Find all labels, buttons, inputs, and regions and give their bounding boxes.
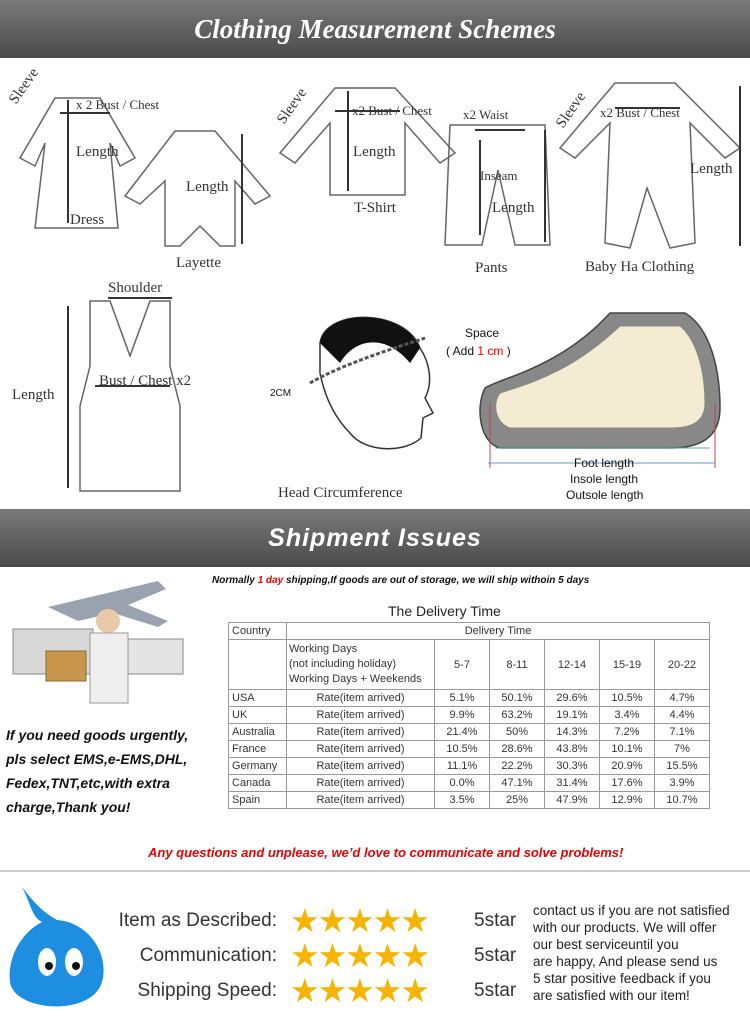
table-row [229,707,710,724]
feedback-line: are happy, And please send us [533,954,718,969]
urgent-line: Fedex,TNT,etc,with extra [6,775,170,791]
foot-add-suffix: ) [506,344,511,358]
country-cell: Canada [229,775,287,792]
shipping-note-suffix: shipping,If goods are out of storage, we will ship withoin 5 days [285,575,590,586]
rate-value-cell: 11.1% [435,758,490,775]
rate-label-cell: Rate(item arrived) [287,724,435,741]
measurement-section [0,58,750,509]
rate-value-cell: 21.4% [435,724,490,741]
foot-add-value: 1 cm [477,344,504,358]
dress-length-label: Length [76,144,119,160]
rate-value-cell: 30.3% [545,758,600,775]
vest-shoulder-label: Shoulder [108,280,163,296]
shipment-banner: Shipment Issues [0,509,750,567]
rate-value-cell: 20.9% [600,758,655,775]
tshirt-sleeve-label: Sleeve [274,85,311,128]
delivery-table-body [229,690,710,809]
tshirt-bust-label: x2 Bust / Chest [352,103,432,118]
rate-value-cell: 19.1% [545,707,600,724]
contact-us-note: Any questions and unplease, we’d love to communicate and solve problems! [148,845,624,860]
vest-illustration [60,296,200,496]
measurement-banner: Clothing Measurement Schemes [0,0,750,58]
rate-value-cell: 7.2% [600,724,655,741]
rate-value-cell: 14.3% [545,724,600,741]
table-row [229,792,710,809]
rate-value-cell: 3.9% [655,775,710,792]
rate-value-cell: 63.2% [490,707,545,724]
mascot-icon [2,882,110,1017]
rate-label-cell: Rate(item arrived) [287,741,435,758]
rate-value-cell: 3.5% [435,792,490,809]
rate-value-cell: 31.4% [545,775,600,792]
dress-sleeve-label: Sleeve [6,65,43,108]
rating-label: Item as Described: [118,910,277,931]
feedback-line: contact us if you are not satisfied [533,903,730,918]
layette-name: Layette [176,255,221,271]
feedback-line: are satisfied with our item! [533,988,690,1003]
head-cm-label: 2CM [270,388,292,399]
layette-length-label: Length [186,179,229,195]
working-days-cell [287,640,435,690]
rating-section [0,870,750,1020]
rate-label-cell: Rate(item arrived) [287,775,435,792]
country-cell: Germany [229,758,287,775]
outsole-length-label: Outsole length [566,488,644,502]
rate-value-cell: 5.1% [435,690,490,707]
rate-value-cell: 10.5% [435,741,490,758]
pants-inseam-label: Inseam [480,168,518,183]
rate-value-cell: 4.4% [655,707,710,724]
rate-value-cell: 7.1% [655,724,710,741]
rate-value-cell: 9.9% [435,707,490,724]
insole-length-label: Insole length [570,472,639,486]
working-days-line: (not including holiday) [289,658,397,670]
range-cell: 12-14 [545,640,600,690]
feedback-note [533,902,745,1004]
table-row [229,758,710,775]
stars-icon: ★★★★★ [290,972,428,1009]
rating-value: 5star [474,910,517,931]
feedback-line: 5 star positive feedback if you [533,971,711,986]
range-cell: 8-11 [490,640,545,690]
feedback-line: our best serviceuntil you [533,937,679,952]
range-cell: 15-19 [600,640,655,690]
tshirt-length-label: Length [353,144,396,160]
shipping-note-prefix: Normally [212,575,255,586]
urgent-line: If you need goods urgently, [6,727,189,743]
stars-icon: ★★★★★ [290,902,428,939]
working-days-line: Working Days [289,643,358,655]
rate-value-cell: 10.5% [600,690,655,707]
rate-value-cell: 12.9% [600,792,655,809]
rating-label: Communication: [139,945,277,966]
vest-bust-label: Bust / Chest x2 [99,373,192,389]
delivery-time-table [228,622,710,809]
delivery-header: Delivery Time [287,623,710,640]
range-cell: 5-7 [435,640,490,690]
dress-name: Dress [70,212,105,228]
vest-length-label: Length [12,387,55,403]
rate-value-cell: 0.0% [435,775,490,792]
tshirt-illustration [280,83,460,203]
shipping-note-highlight: 1 day [257,575,284,586]
country-cell: Australia [229,724,287,741]
rate-value-cell: 10.7% [655,792,710,809]
rate-value-cell: 4.7% [655,690,710,707]
baby-length-label: Length [690,161,733,177]
country-cell: USA [229,690,287,707]
rate-value-cell: 47.9% [545,792,600,809]
shipping-note [212,575,589,586]
rating-label: Shipping Speed: [137,980,277,1001]
rate-value-cell: 50% [490,724,545,741]
stars-icon: ★★★★★ [290,937,428,974]
rate-value-cell: 29.6% [545,690,600,707]
country-cell: Spain [229,792,287,809]
table-cell [229,640,287,690]
rating-value: 5star [474,980,517,1001]
foot-add-prefix: ( Add [446,344,475,358]
range-cell: 20-22 [655,640,710,690]
foot-add-label [446,344,511,358]
country-header: Country [229,623,287,640]
baby-name: Baby Ha Clothing [585,259,695,275]
country-cell: UK [229,707,287,724]
table-row [229,724,710,741]
table-range-row [229,640,710,690]
rate-value-cell: 3.4% [600,707,655,724]
pants-length-label: Length [492,200,535,216]
table-row [229,741,710,758]
rate-value-cell: 7% [655,741,710,758]
table-header-row [229,623,710,640]
rate-label-cell: Rate(item arrived) [287,792,435,809]
shipment-section [0,567,750,870]
rate-value-cell: 50.1% [490,690,545,707]
country-cell: France [229,741,287,758]
baby-sleeve-label: Sleeve [553,89,590,132]
urgent-line: charge,Thank you! [6,799,131,815]
feedback-line: with our products. We will offer [533,920,717,935]
rate-value-cell: 47.1% [490,775,545,792]
rate-value-cell: 43.8% [545,741,600,758]
rate-value-cell: 10.1% [600,741,655,758]
rate-value-cell: 22.2% [490,758,545,775]
pants-illustration [440,120,555,250]
baby-bust-label: x2 Bust / Chest [600,105,680,120]
table-row [229,690,710,707]
rate-value-cell: 25% [490,792,545,809]
foot-illustration [470,308,735,478]
dress-bust-label: x 2 Bust / Chest [76,97,160,112]
urgent-line: pls select EMS,e-EMS,DHL, [6,751,188,767]
tshirt-name: T-Shirt [354,200,396,216]
pants-waist-label: x2 Waist [463,107,509,122]
head-name: Head Circumference [278,485,403,501]
working-days-line: Working Days + Weekends [289,673,422,685]
courier-illustration [8,569,188,704]
urgent-note [6,723,231,819]
foot-space-label: Space [465,326,500,340]
rate-label-cell: Rate(item arrived) [287,690,435,707]
rate-value-cell: 28.6% [490,741,545,758]
rating-value: 5star [474,945,517,966]
rate-value-cell: 15.5% [655,758,710,775]
rate-value-cell: 17.6% [600,775,655,792]
rate-label-cell: Rate(item arrived) [287,758,435,775]
table-row [229,775,710,792]
delivery-table-title: The Delivery Time [388,603,501,619]
foot-length-label: Foot length [574,456,635,470]
pants-name: Pants [475,260,508,276]
rate-label-cell: Rate(item arrived) [287,707,435,724]
